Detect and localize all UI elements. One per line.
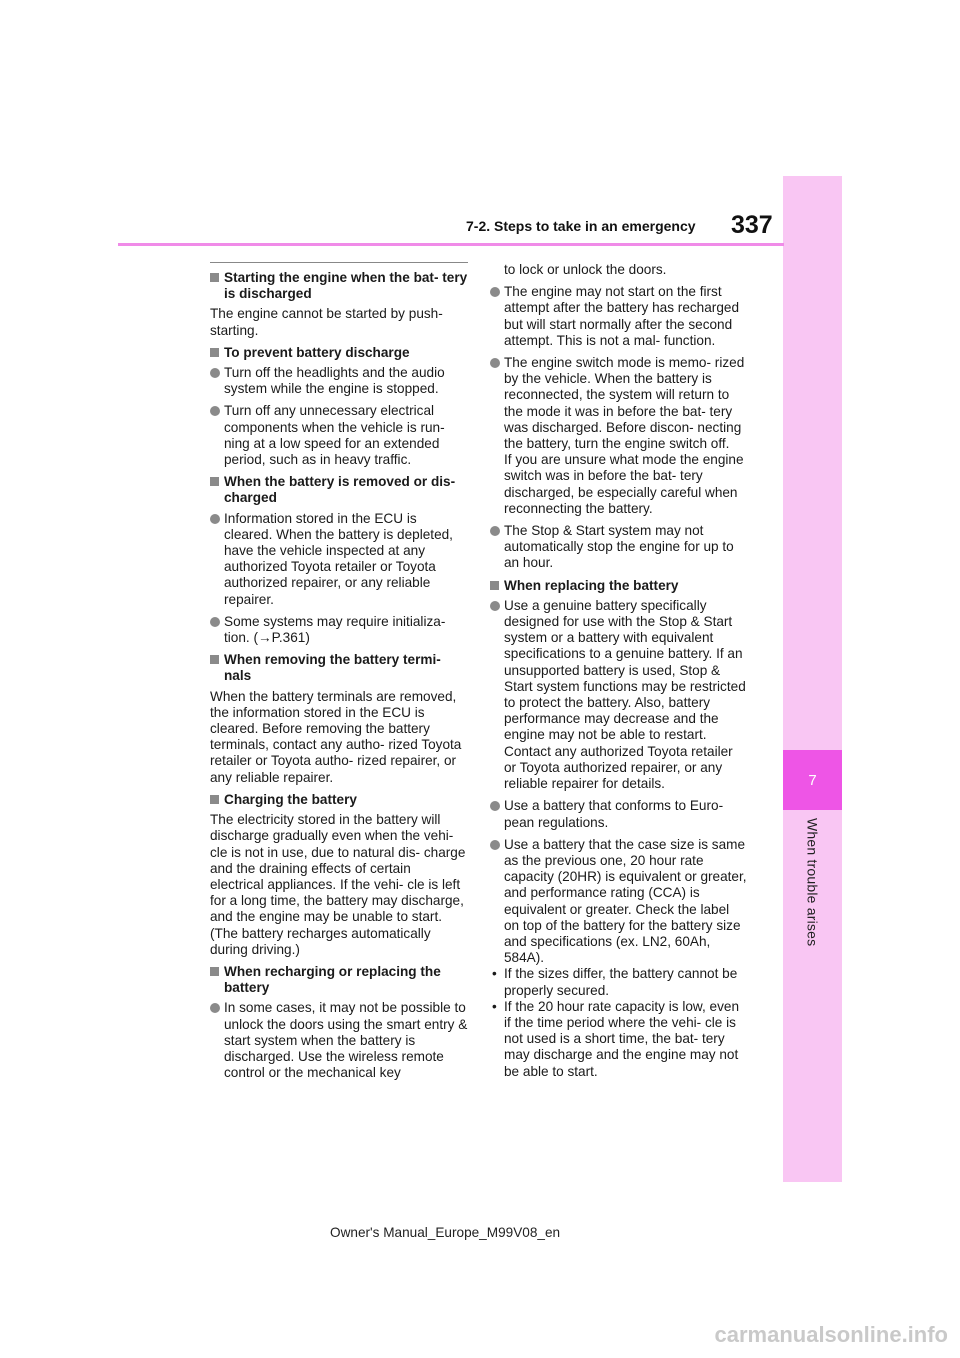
bullet-item: Use a genuine battery specifically designed for use with the Stop & Start system or a battery with equivalent specifications to a genuine battery. If an unsupported battery is used, Stop & Start system functions may be restricted to protect the battery. Also, battery performance may decrease and the engine may not be able to restart. Contact any authorized Toyota retailer or Toyota authorized repairer, or any reliable repairer for details. [490, 598, 748, 792]
page-number: 337 [731, 211, 773, 239]
bullet-item: Use a battery that conforms to Euro- pean regulations. [490, 798, 748, 830]
footer-manual-id: Owner's Manual_Europe_M99V08_en [330, 1225, 561, 1240]
header-rule [118, 243, 784, 246]
heading-charging-battery: Charging the battery [210, 792, 468, 808]
watermark-logo: carmanualsonline.info [714, 1322, 948, 1347]
chapter-number: 7 [783, 750, 842, 810]
heading-replacing-battery: When replacing the battery [490, 578, 748, 594]
paragraph: The engine cannot be started by push-starting. [210, 306, 443, 338]
bullet-item: Use a battery that the case size is same as the previous one, 20 hour rate capacity (20HR) is equivalent or greater, and performance rating (CCA) is equivalent or greater. Check the label on top of the battery for the battery size and specifications (ex. LN2, 60Ah, 584A). [490, 837, 748, 967]
bullet-item: The engine may not start on the first attempt after the battery has recharged but will start normally after the second attempt. This is not a mal- function. [490, 284, 748, 349]
bullet-item: In some cases, it may not be possible to unlock the doors using the smart entry & start system when the battery is discharged. Use the wireless remote control or the mechanical key [210, 1000, 468, 1081]
heading-battery-removed: When the battery is removed or dis- charged [210, 474, 468, 506]
heading-recharging-replacing: When recharging or replacing the battery [210, 964, 468, 996]
continued-text: to lock or unlock the doors. [504, 262, 667, 277]
heading-starting-engine: Starting the engine when the bat- tery is discharged [210, 270, 468, 302]
left-column [210, 262, 468, 1087]
chapter-title-text: When trouble arises [804, 818, 821, 947]
bullet-item: Information stored in the ECU is cleared. When the battery is depleted, have the vehicle inspected at any authorized Toyota retailer or Toyota authorized repairer, or any reliable repairer. [210, 511, 468, 608]
section-title: 7-2. Steps to take in an emergency [466, 218, 696, 234]
bullet-item: Turn off the headlights and the audio system while the engine is stopped. [210, 365, 468, 397]
bullet-item: Some systems may require initializa- tion. (→P.361) [210, 614, 468, 646]
bullet-item: The Stop & Start system may not automatically stop the engine for up to an hour. [490, 523, 748, 572]
heading-removing-terminals: When removing the battery termi- nals [210, 652, 468, 684]
paragraph: The electricity stored in the battery will discharge gradually even when the vehi- cle is not in use, due to natural dis- charge and the draining effects of certain electrical appliances. If the vehi- cle is left for a long time, the battery may discharge, and the engine may be unable to start. (The battery recharges automatically during driving.) [210, 812, 466, 957]
sub-bullet-item: • If the 20 hour rate capacity is low, even if the time period where the vehi- cle is not used is a short time, the bat- tery may discharge and the engine may not be able to start. [490, 999, 748, 1080]
bullet-item: The engine switch mode is memo- rized by the vehicle. When the battery is reconnected, the system will return to the mode it was in before the bat- tery was discharged. Before discon- necting the battery, turn the engine switch off. [490, 355, 748, 452]
heading-prevent-discharge: To prevent battery discharge [210, 345, 468, 361]
chapter-side-tab [783, 176, 842, 1182]
chapter-title [783, 818, 842, 958]
paragraph: When the battery terminals are removed, the information stored in the ECU is cleared. Before removing the battery terminals, contact any autho- rized Toyota retailer or Toyota autho- rized repairer, or any reliable repairer. [210, 688, 462, 785]
sub-bullet-item: • If the sizes differ, the battery cannot be properly secured. [490, 966, 748, 998]
column-divider [210, 262, 468, 263]
continued-text: If you are unsure what mode the engine switch was in before the bat- tery discharged, be especially careful when reconnecting the battery. [504, 452, 744, 516]
bullet-item: Turn off any unnecessary electrical components when the vehicle is run- ning at a low speed for an extended period, such as in heavy traffic. [210, 403, 468, 468]
right-column [490, 262, 748, 1080]
